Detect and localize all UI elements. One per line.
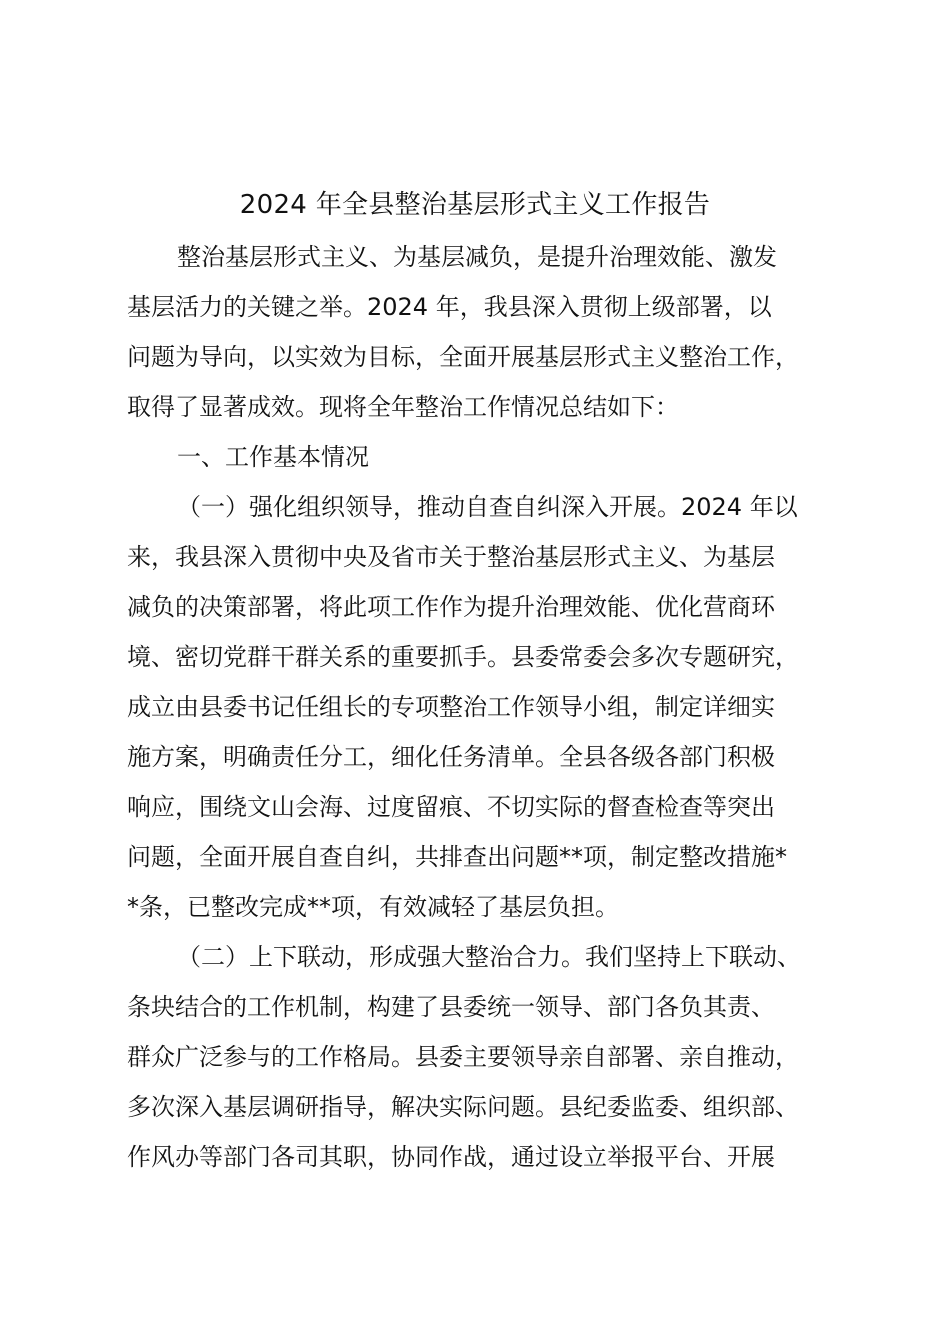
paragraph-line: 基层活力的关键之举。2024 年，我县深入贯彻上级部署，以	[127, 293, 772, 321]
paragraph-line: 来，我县深入贯彻中央及省市关于整治基层形式主义、为基层	[127, 543, 775, 571]
paragraph-line: 响应，围绕文山会海、过度留痕、不切实际的督查检查等突出	[127, 793, 775, 821]
paragraph-line: 取得了显著成效。现将全年整治工作情况总结如下：	[127, 393, 679, 421]
paragraph-line: （二）上下联动，形成强大整治合力。我们坚持上下联动、	[177, 943, 801, 971]
paragraph-line: 成立由县委书记任组长的专项整治工作领导小组，制定详细实	[127, 693, 775, 721]
paragraph-line: 问题为导向，以实效为目标，全面开展基层形式主义整治工作，	[127, 343, 799, 371]
paragraph-line: 问题，全面开展自查自纠，共排查出问题**项，制定整改措施*	[127, 843, 787, 871]
paragraph-line: 条块结合的工作机制，构建了县委统一领导、部门各负其责、	[127, 993, 775, 1021]
paragraph-line: 境、密切党群干群关系的重要抓手。县委常委会多次专题研究，	[127, 643, 799, 671]
paragraph-line: 多次深入基层调研指导，解决实际问题。县纪委监委、组织部、	[127, 1093, 799, 1121]
paragraph-line: 整治基层形式主义、为基层减负，是提升治理效能、激发	[177, 243, 777, 271]
paragraph-line: 减负的决策部署，将此项工作作为提升治理效能、优化营商环	[127, 593, 775, 621]
section-heading: 一、工作基本情况	[177, 443, 369, 471]
paragraph-line: 施方案，明确责任分工，细化任务清单。全县各级各部门积极	[127, 743, 775, 771]
document-body	[127, 232, 837, 1182]
paragraph-line: （一）强化组织领导，推动自查自纠深入开展。2024 年以	[177, 493, 798, 521]
paragraph-line: 群众广泛参与的工作格局。县委主要领导亲自部署、亲自推动，	[127, 1043, 799, 1071]
paragraph-line: 作风办等部门各司其职，协同作战，通过设立举报平台、开展	[127, 1143, 775, 1171]
document-title: 2024 年全县整治基层形式主义工作报告	[239, 190, 711, 220]
paragraph-line: *条，已整改完成**项，有效减轻了基层负担。	[127, 893, 619, 921]
